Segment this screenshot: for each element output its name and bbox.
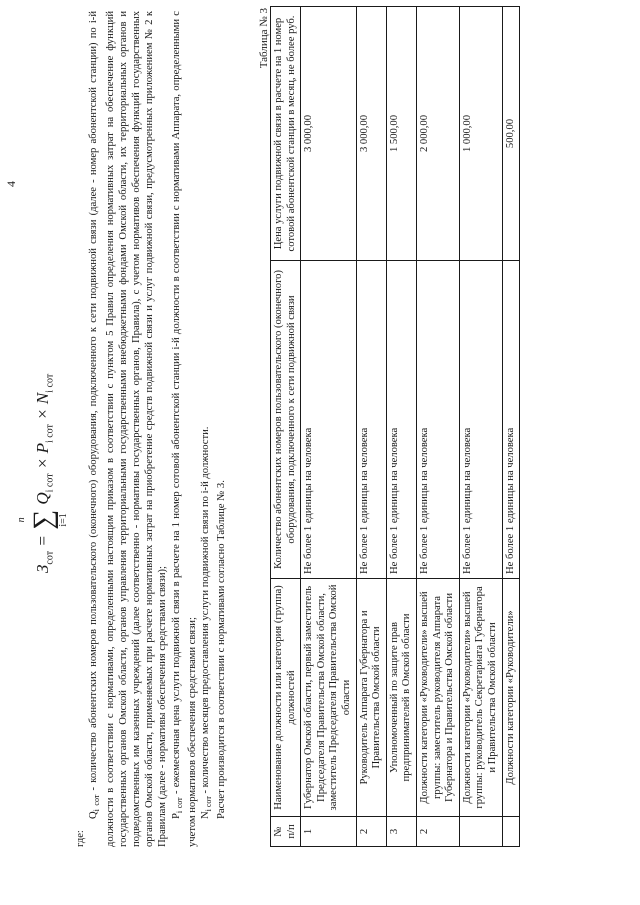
row-position: Должности категории «Руководители» высшей группы: заместитель руководителя Аппарата Губернатора и Правительства Омской области [416, 579, 459, 817]
header-position: Наименование должности или категория (группа) должностей [271, 579, 301, 817]
calculation-note: Расчет производится в соответствии с нормативами согласно Таблице № 3. [216, 480, 228, 819]
row-number: 2 [356, 817, 386, 847]
row-quantity: Не более 1 единицы на человека [459, 261, 502, 579]
row-position: Уполномоченный по защите прав предпринимателей в Омской области [386, 579, 416, 817]
row-position: Руководитель Аппарата Губернатора и Правительства Омской области [356, 579, 386, 817]
row-price: 3 000,00 [356, 7, 386, 261]
where-label: где: [75, 830, 86, 847]
row-position: Губернатор Омской области, первый заместитель Председателя Правительства Омской области, заместитель Председателя Правительства Омской области [301, 579, 356, 817]
formula-lhs: З [32, 564, 52, 573]
row-quantity: Не более 1 единицы на человека [386, 261, 416, 579]
formula-n: N [32, 392, 52, 405]
row-number [502, 817, 520, 847]
table-row [459, 7, 502, 847]
formula-lhs-sub: сот [44, 550, 56, 565]
formula-q: Q [32, 492, 52, 505]
table-header-row [271, 7, 301, 847]
row-quantity: Не более 1 единицы на человека [416, 261, 459, 579]
formula-p: P [32, 443, 52, 454]
definition-p: $P_{i сот}$ - ежемесячная цена услуги подвижной связи в расчете на 1 номер сотовой абонентской станции i-й должности в соответствии с нормативами Аппарата, определенными с учетом нормативов обеспечения средствами связи; [170, 10, 198, 847]
table-row [416, 7, 459, 847]
row-number: 1 [301, 817, 356, 847]
definition-q: $Q_{i сот}$ - количество абонентских номеров пользовательского (оконечного) оборудования, подключенного к сети подвижной связи (далее - номер абонентской станции) по i-й должности в соответствии с нормативами, определенными настоящим приказом в соответствии с пунктом 5 Правил определения нормативных затрат на обеспечение функций государственных органов Омской области, органов управления территориальными государственными внебюджетными фондами Омской области, их территориальных органов и подведомственных им казенных учреждений (далее соответственно - нормативы государственных органов, Правила), с учетом нормативов обеспечения функций государственных органов Омской области, применяемых при расчете нормативных затрат на приобретение средств подвижной связи и услуг подвижной связи, предусмотренных приложением № 2 к Правилам (далее - нормативы обеспечения средствами связи); [88, 11, 169, 847]
header-price: Цена услуги подвижной связи в расчете на 1 номер сотовой абонентской станции в месяц, не более руб. [271, 7, 301, 261]
row-position: Должности категории «Руководители» [502, 579, 520, 817]
row-price: 3 000,00 [301, 7, 356, 261]
sum-lower-limit: i=1 [58, 513, 69, 527]
table-row [502, 7, 520, 847]
row-price: 1 000,00 [459, 7, 502, 261]
norms-table [270, 6, 520, 847]
row-price: 1 500,00 [386, 7, 416, 261]
row-quantity: Не более 1 единицы на человека [301, 261, 356, 579]
table-row [386, 7, 416, 847]
header-quantity: Количество абонентских номеров пользовательского (оконечного) оборудования, подключенного к сети подвижной связи [271, 261, 301, 579]
definition-n: $N_{i сот}$ - количество месяцев предоставления услуги подвижной связи по i-й должности. [200, 426, 214, 819]
page-number: 4 [4, 181, 18, 187]
table-row [301, 7, 356, 847]
table-row [356, 7, 386, 847]
row-number: 2 [416, 817, 459, 847]
row-number [459, 817, 502, 847]
row-position: Должности категории «Руководители» высшей группы: руководитель Секретариата Губернатора и Правительства Омской области [459, 579, 502, 817]
row-price: 500,00 [502, 7, 520, 261]
table-caption: Таблица № 3 [258, 8, 270, 69]
row-quantity: Не более 1 единицы на человека [502, 261, 520, 579]
header-number: № п/п [271, 817, 301, 847]
cost-formula: $З_{сот}$ = n ∑ i=1 $Q_{i сот} \times P_{i сот} \times N_{i сот}$ [16, 373, 69, 573]
row-number: 3 [386, 817, 416, 847]
row-price: 2 000,00 [416, 7, 459, 261]
sum-operator: n ∑ i=1 [16, 509, 69, 530]
definitions-block [74, 11, 229, 847]
sum-upper-limit: n [16, 517, 27, 523]
row-quantity: Не более 1 единицы на человека [356, 261, 386, 579]
